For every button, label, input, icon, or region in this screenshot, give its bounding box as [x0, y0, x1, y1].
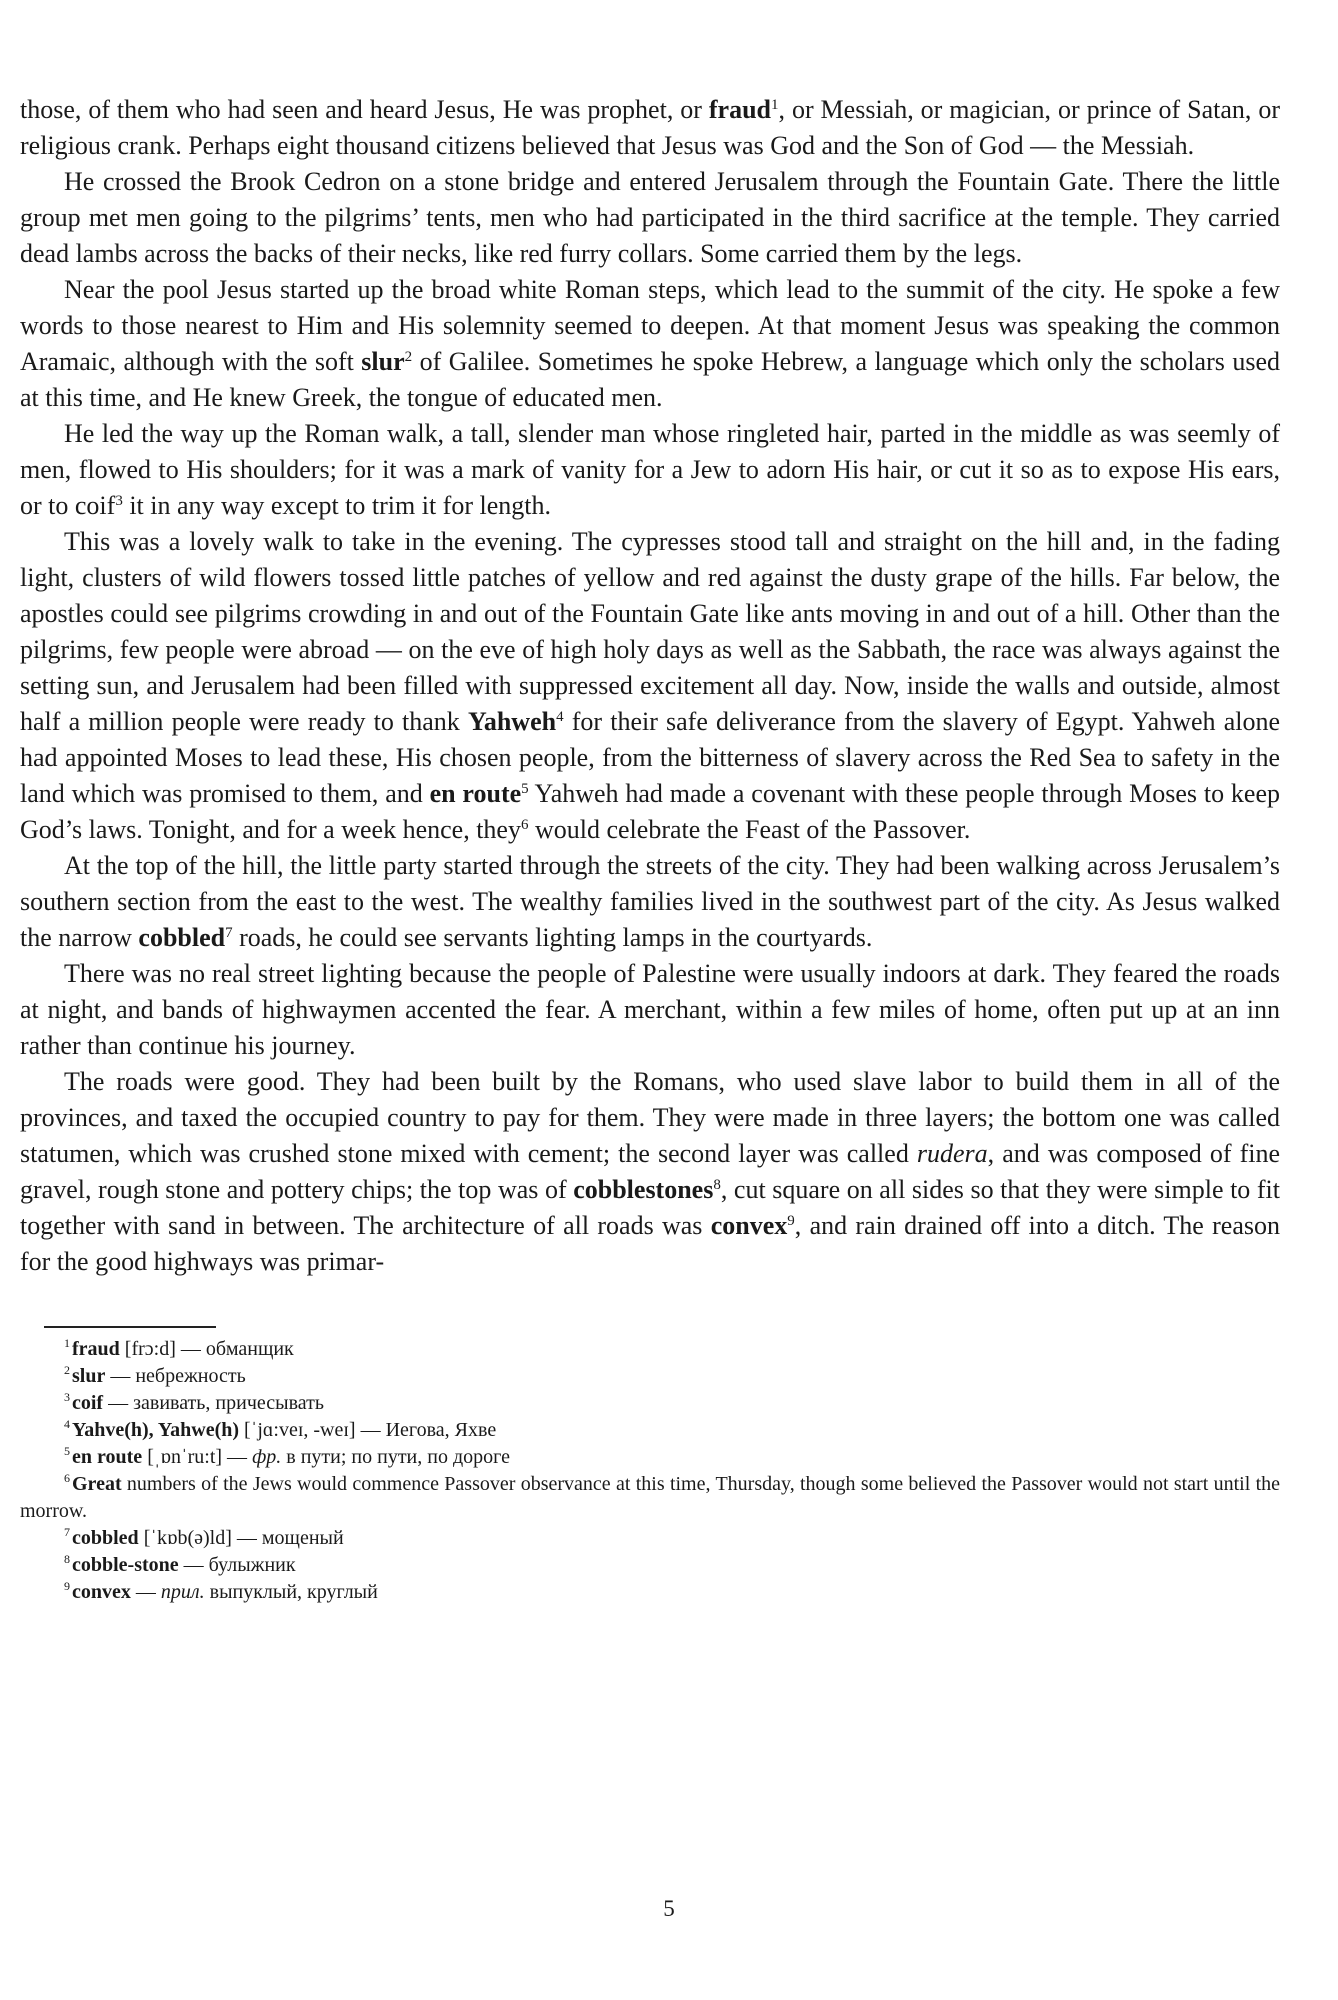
- paragraph-5: This was a lovely walk to take in the evening. The cypresses stood tall and straight on the hill and, in the fading light, clusters of wild flowers tossed little patches of yellow and red against the dusty grape of the hills. Far below, the apostles could see pilgrims crowding in and out of the Fountain Gate like ants moving in and out of a hill. Other than the pilgrims, few people were abroad — on the eve of high holy days as well as the Sabbath, the race was always against the setting sun, and Jerusalem had been filled with suppressed excitement all day. Now, inside the walls and outside, almost half a million people were ready to thank Yahweh$^4$ for their safe deliverance from the slavery of Egypt. Yahweh alone had appointed Moses to lead these, His chosen people, from the bitterness of slavery across the Red Sea to safety in the land which was promised to them, and en route$^5$ Yahweh had made a covenant with these people through Moses to keep God’s laws. Tonight, and for a week hence, they$^6$ would celebrate the Feast of the Passover.: [20, 527, 1281, 844]
- page-number: 5: [663, 1896, 675, 1921]
- paragraph-2: He crossed the Brook Cedron on a stone bridge and entered Jerusalem through the Fountain Gate. There the little group met men going to the pilgrims’ tents, men who had participated in the third sacrifice at the temple. They carried dead lambs across the backs of their necks, like red furry collars. Some carried them by the legs.: [20, 167, 1280, 268]
- paragraph-4: He led the way up the Roman walk, a tall, slender man whose ringleted hair, parted in the middle as was seemly of men, flowed to His shoulders; for it was a mark of vanity for a Jew to adorn His hair, or cut it so as to expose His ears, or to coif$^3$ it in any way except to trim it for length.: [20, 419, 1280, 520]
- glossary-term-fraud: fraud: [708, 95, 771, 124]
- body-text: [20, 92, 1280, 1280]
- footnote-ref: 6: [520, 817, 529, 833]
- footnote-ref: 4: [556, 709, 564, 725]
- footnote-8: $^8$ cobble-stone — булыжник: [64, 1551, 296, 1576]
- paragraph-3: Near the pool Jesus started up the broad white Roman steps, which lead to the summit of the city. He spoke a few words to those nearest to Him and His solemnity seemed to deepen. At that moment Jesus was speaking the common Aramaic, although with the soft slur$^2$ of Galilee. Sometimes he spoke Hebrew, a language which only the scholars used at this time, and He knew Greek, the tongue of educated men.: [20, 275, 1280, 412]
- footnote-ref: 7: [225, 925, 233, 941]
- footnote-ref: 9: [787, 1213, 795, 1229]
- footnote-9: $^9$ convex — прил. выпуклый, круглый: [64, 1578, 378, 1603]
- paragraph-8: The roads were good. They had been built by the Romans, who used slave labor to build them in all of the provinces, and taxed the occupied country to pay for them. They were made in three layers; the bottom one was called statumen, which was crushed stone mixed with cement; the second layer was called rudera, and was composed of fine gravel, rough stone and pottery chips; the top was of cobblestones$^8$, cut square on all sides so that they were simple to fit together with sand in between. The architecture of all roads was convex$^9$, and rain drained off into a ditch. The reason for the good highways was primar-: [20, 1067, 1280, 1276]
- paragraph-7: There was no real street lighting because the people of Palestine were usually indoors at dark. They feared the roads at night, and bands of highwaymen accented the fear. A merchant, within a few miles of home, often put up at an inn rather than continue his journey.: [20, 959, 1280, 1060]
- footnote-2: $^2$ slur — небрежность: [64, 1362, 246, 1387]
- footnote-ref: 5: [521, 781, 529, 797]
- glossary-term-cobbled: cobbled: [138, 923, 226, 952]
- footnote-ref: 1: [771, 97, 779, 113]
- footnote-divider: [44, 1326, 216, 1328]
- glossary-term-cobblestones: cobblestones: [573, 1175, 714, 1204]
- italic-term-rudera: rudera: [916, 1139, 988, 1168]
- footnote-ref: 3: [115, 493, 123, 509]
- footnote-1: $^1$ fraud [frɔ:d] — обманщик: [64, 1335, 294, 1360]
- paragraph-1: those, of them who had seen and heard Jesus, He was prophet, or fraud$^1$, or Messiah, or magician, or prince of Satan, or religious crank. Perhaps eight thousand citizens believed that Jesus was God and the Son of God — the Messiah.: [20, 95, 1280, 160]
- paragraph-6: At the top of the hill, the little party started through the streets of the city. They had been walking across Jerusalem’s southern section from the east to the west. The wealthy families lived in the southwest part of the city. As Jesus walked the narrow cobbled$^7$ roads, he could see servants lighting lamps in the courtyards.: [20, 851, 1280, 952]
- footnote-5: $^5$ en route [ˌɒnˈru:t] — фр. в пути; по пути, по дороге: [64, 1443, 510, 1468]
- footnote-6: $^6$ Great numbers of the Jews would commence Passover observance at this time, Thursday, though some believed the Passover would not start until the morrow.: [20, 1470, 1280, 1522]
- page: [20, 92, 1280, 1606]
- glossary-term-en-route: en route: [429, 779, 522, 808]
- footnote-ref: 2: [404, 349, 413, 365]
- footnote-4: $^4$ Yahve(h), Yahwe(h) [ˈjɑ:veɪ, -weɪ] — Иегова, Яхве: [64, 1416, 497, 1441]
- footnotes: [20, 1336, 1280, 1606]
- glossary-term-yahweh: Yahweh: [467, 707, 557, 736]
- glossary-term-slur: slur: [361, 347, 405, 376]
- footnote-7: $^7$ cobbled [ˈkɒb(ə)ld] — мощеный: [64, 1524, 344, 1549]
- footnote-ref: 8: [713, 1177, 721, 1193]
- footnote-3: $^3$ coif — завивать, причесывать: [64, 1389, 324, 1414]
- glossary-term-convex: convex: [710, 1211, 788, 1240]
